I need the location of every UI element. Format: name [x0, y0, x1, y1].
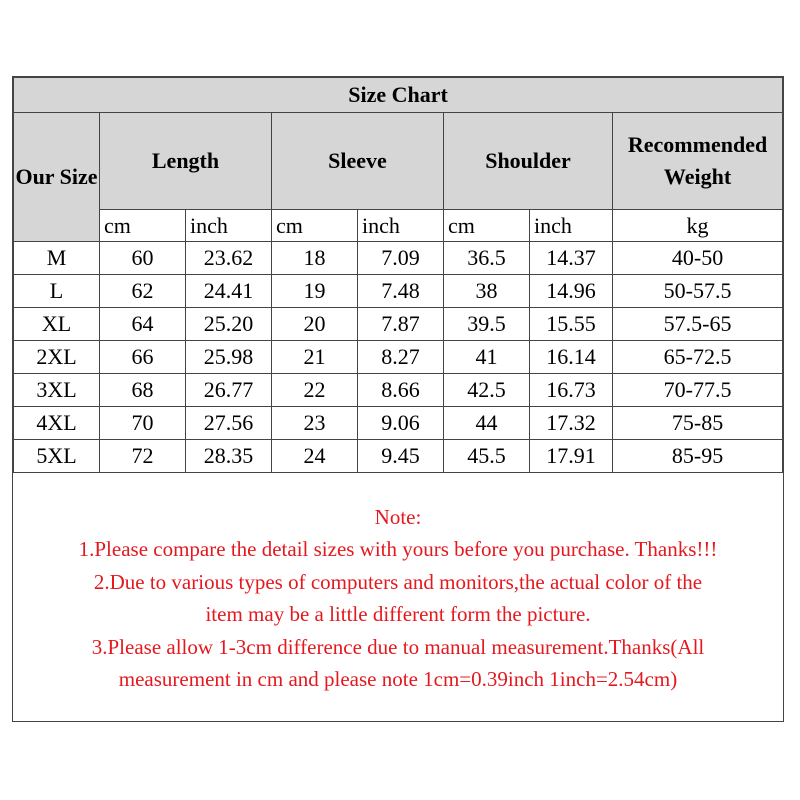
- table-cell: 18: [272, 242, 358, 275]
- unit-row: [14, 210, 783, 242]
- table-cell: 40-50: [613, 242, 783, 275]
- unit-sleeve-inch: inch: [358, 210, 444, 242]
- table-cell: 15.55: [530, 308, 613, 341]
- table-cell: 21: [272, 341, 358, 374]
- table-cell: 85-95: [613, 440, 783, 473]
- table-cell: 24: [272, 440, 358, 473]
- header-length: Length: [100, 113, 272, 210]
- table-cell: 39.5: [444, 308, 530, 341]
- table-cell: 42.5: [444, 374, 530, 407]
- table-row: [14, 341, 783, 374]
- note-line: item may be a little different form the picture.: [205, 602, 591, 627]
- table-cell: 25.20: [186, 308, 272, 341]
- table-cell: 75-85: [613, 407, 783, 440]
- table-cell: 8.27: [358, 341, 444, 374]
- table-cell: 36.5: [444, 242, 530, 275]
- table-cell: 14.37: [530, 242, 613, 275]
- unit-length-inch: inch: [186, 210, 272, 242]
- table-cell: 45.5: [444, 440, 530, 473]
- note-line: 3.Please allow 1-3cm difference due to manual measurement.Thanks(All: [91, 634, 705, 659]
- size-label-cell: L: [14, 275, 100, 308]
- table-cell: 28.35: [186, 440, 272, 473]
- table-cell: 23: [272, 407, 358, 440]
- table-cell: 41: [444, 341, 530, 374]
- table-cell: 23.62: [186, 242, 272, 275]
- table-cell: 7.87: [358, 308, 444, 341]
- table-row: [14, 440, 783, 473]
- table-row: [14, 242, 783, 275]
- table-cell: 16.14: [530, 341, 613, 374]
- size-label-cell: XL: [14, 308, 100, 341]
- size-label-cell: M: [14, 242, 100, 275]
- header-recommended-weight: Recommended Weight: [613, 113, 783, 210]
- table-row: [14, 407, 783, 440]
- table-cell: 64: [100, 308, 186, 341]
- size-label-cell: 3XL: [14, 374, 100, 407]
- table-cell: 66: [100, 341, 186, 374]
- size-table: [13, 77, 783, 473]
- header-our-size: Our Size: [14, 113, 100, 242]
- table-cell: 7.48: [358, 275, 444, 308]
- note-line: measurement in cm and please note 1cm=0.39inch 1inch=2.54cm): [118, 667, 678, 692]
- table-cell: 20: [272, 308, 358, 341]
- table-title: Size Chart: [14, 78, 783, 113]
- table-cell: 9.06: [358, 407, 444, 440]
- table-cell: 17.32: [530, 407, 613, 440]
- unit-shoulder-inch: inch: [530, 210, 613, 242]
- table-cell: 70: [100, 407, 186, 440]
- unit-sleeve-cm: cm: [272, 210, 358, 242]
- table-cell: 70-77.5: [613, 374, 783, 407]
- table-cell: 57.5-65: [613, 308, 783, 341]
- table-cell: 8.66: [358, 374, 444, 407]
- table-cell: 9.45: [358, 440, 444, 473]
- table-cell: 38: [444, 275, 530, 308]
- table-cell: 50-57.5: [613, 275, 783, 308]
- notes: [13, 501, 783, 695]
- table-row: [14, 374, 783, 407]
- table-cell: 22: [272, 374, 358, 407]
- table-cell: 24.41: [186, 275, 272, 308]
- unit-weight-kg: kg: [613, 210, 783, 242]
- size-label-cell: 4XL: [14, 407, 100, 440]
- table-cell: 26.77: [186, 374, 272, 407]
- note-line: 1.Please compare the detail sizes with yours before you purchase. Thanks!!!: [78, 537, 718, 562]
- unit-length-cm: cm: [100, 210, 186, 242]
- table-cell: 62: [100, 275, 186, 308]
- header-sleeve: Sleeve: [272, 113, 444, 210]
- header-row: [14, 113, 783, 210]
- header-shoulder: Shoulder: [444, 113, 613, 210]
- table-cell: 14.96: [530, 275, 613, 308]
- table-row: [14, 308, 783, 341]
- table-cell: 68: [100, 374, 186, 407]
- size-label-cell: 5XL: [14, 440, 100, 473]
- table-cell: 17.91: [530, 440, 613, 473]
- unit-shoulder-cm: cm: [444, 210, 530, 242]
- size-label-cell: 2XL: [14, 341, 100, 374]
- size-chart: [12, 76, 784, 722]
- table-cell: 44: [444, 407, 530, 440]
- table-cell: 27.56: [186, 407, 272, 440]
- table-cell: 72: [100, 440, 186, 473]
- table-row: [14, 275, 783, 308]
- title-row: [14, 78, 783, 113]
- table-cell: 16.73: [530, 374, 613, 407]
- note-heading: Note:: [374, 505, 422, 529]
- note-line: 2.Due to various types of computers and monitors,the actual color of the: [93, 569, 703, 594]
- table-cell: 19: [272, 275, 358, 308]
- table-cell: 60: [100, 242, 186, 275]
- table-cell: 25.98: [186, 341, 272, 374]
- table-cell: 7.09: [358, 242, 444, 275]
- table-cell: 65-72.5: [613, 341, 783, 374]
